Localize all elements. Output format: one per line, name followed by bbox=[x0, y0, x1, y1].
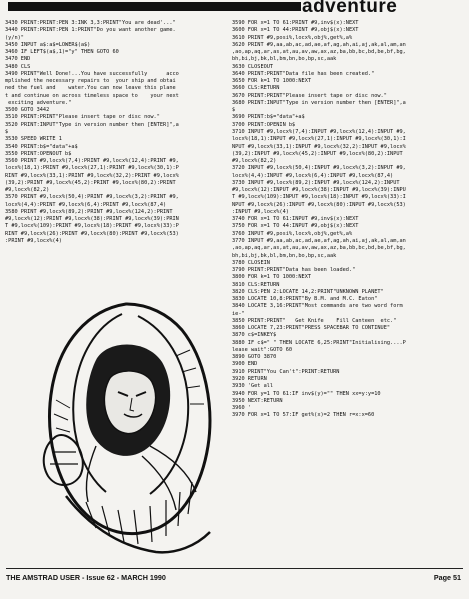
code-listing-left bbox=[5, 20, 246, 304]
code-line: 3970 FOR x=1 TO 57:IF get%(x)=2 THEN r=x:x=60 bbox=[232, 412, 375, 419]
code-line: 3890 GOTO 3870 bbox=[232, 354, 277, 361]
code-line: 3670 PRINT:PRINT"Please insert tape or disc now." bbox=[232, 92, 387, 99]
code-line: 3910 PRINT"You Can't":PRINT:RETURN bbox=[232, 368, 340, 375]
code-line: bh,bi,bj,bk,bl,bm,bn,bo,bp,sc,aak bbox=[232, 252, 337, 259]
code-line: #9,locx%(12):INPUT #9,locx%(38):INPUT #9,locx%(39):INPU bbox=[232, 187, 406, 194]
code-line: 3520 PRINT:INPUT"Type in version number then [ENTER]",a bbox=[5, 121, 179, 128]
code-line: 3540 PRINT:b$="data"+a$ bbox=[5, 143, 78, 150]
code-line: 3860 LOCATE 7,23:PRINT"PRESS SPACEBAR TO CONTINUE" bbox=[232, 325, 391, 332]
code-line: exciting adventure." bbox=[5, 99, 72, 106]
code-line: 3710 INPUT #9,locx%(7,4):INPUT #9,locx%(12,4):INPUT #9, bbox=[232, 128, 406, 135]
code-line: 3920 RETURN bbox=[232, 376, 267, 383]
code-line: 3830 LOCATE 10,8:PRINT"By B.M. and M.C. Eaton" bbox=[232, 296, 378, 303]
code-line: bh,bi,bj,bk,bl,bm,bn,bo,bp,sc,aak bbox=[232, 56, 337, 63]
code-line: 3430 PRINT:PRINT:PEN 3:INK 3,3:PRINT"You are dead'..." bbox=[5, 20, 176, 26]
code-line: mplished the necessary repairs to your ship and obtai bbox=[5, 78, 176, 85]
code-line: NPUT #9,locx%(26):INPUT #9,locx%(80):INPUT #9,locx%(53) bbox=[232, 201, 406, 208]
code-line: 3780 CLOSEIN bbox=[232, 259, 270, 266]
code-line: 3660 CLS:RETURN bbox=[232, 85, 280, 92]
code-line: #9,locx%(12):PRINT #9,locx%(38):PRINT #9,locx%(39):PRIN bbox=[5, 216, 179, 223]
code-line: locx%(4,4):INPUT #9,locx%(6,4):INPUT #9,locx%(87,4) bbox=[232, 172, 394, 179]
code-line: 3620 PRINT #9,aa,ab,ac,ad,ae,af,ag,ah,ai,aj,ak,al,am,an bbox=[232, 41, 406, 48]
code-line: T #9,locx%(109):PRINT #9,locx%(18):PRINT #9,locx%(33):P bbox=[5, 223, 179, 230]
code-line: #9,locx%(82,2) bbox=[5, 187, 50, 194]
code-line: 3480 CLS bbox=[5, 63, 31, 70]
code-line: (39,2):PRINT #9,locx%(45,2):PRINT #9,locx%(80,2):PRINT bbox=[5, 179, 176, 186]
code-line: 3640 PRINT:PRINT"Data file has been created." bbox=[232, 70, 375, 77]
code-line: locx%(18,1):INPUT #9,locx%(27,1):INPUT #9,locx%(30,1):I bbox=[232, 136, 406, 143]
code-line: (y/n)" bbox=[5, 34, 24, 41]
code-line: 3880 IF c$=" " THEN LOCATE 6,25:PRINT"Initialising....P bbox=[232, 339, 406, 346]
code-line: ie-" bbox=[232, 310, 245, 317]
code-line: $ bbox=[232, 107, 236, 114]
code-line: 3440 PRINT:PRINT:PEN 1:PRINT"Do you want another game. bbox=[5, 27, 176, 34]
code-line: 3950 NEXT:RETURN bbox=[232, 397, 283, 404]
code-line: :PRINT #9,locx%(4) bbox=[5, 237, 62, 244]
code-line: 3460 IF LEFT$(a$,1)="y" THEN GOTO 60 bbox=[5, 49, 119, 56]
code-line: RINT #9,locx%(26):PRINT #9,locx%(80):PRINT #9,locx%(53) bbox=[5, 230, 179, 237]
code-line: 3580 PRINT #9,locx%(89,2):PRINT #9,locx%(124,2):PRINT bbox=[5, 208, 173, 215]
code-line: 3810 CLS:RETURN bbox=[232, 281, 280, 288]
header-rule bbox=[8, 2, 301, 11]
code-line: ned the fuel and water.You can now leave this plane bbox=[5, 85, 176, 92]
code-line: 3900 END bbox=[232, 361, 258, 368]
code-line: 3730 INPUT #9,locx%(89,2):INPUT #9,locx%(124,2):INPUT bbox=[232, 179, 400, 186]
code-line: NPUT #9,locx%(33,1):INPUT #9,locx%(32,2):INPUT #9,locx% bbox=[232, 143, 406, 150]
footer-publication: THE AMSTRAD USER - Issue 62 - MARCH 1990 bbox=[6, 573, 166, 582]
code-line: lease wait":GOTO 60 bbox=[232, 346, 293, 353]
code-line: 3940 FOR y=1 TO 61:IF inv$(y)="" THEN xx=y:y=10 bbox=[232, 390, 381, 397]
code-line: 3450 INPUT a$:a$=LOWER$(a$) bbox=[5, 41, 91, 48]
code-line: 3570 PRINT #9,locx%(50,4):PRINT #9,locx%(3,2):PRINT #9, bbox=[5, 194, 179, 201]
code-line: 3720 INPUT #9,locx%(50,4):INPUT #9,locx%(3,2):INPUT #9, bbox=[232, 165, 406, 172]
code-line: ,ao,ap,aq,ar,as,at,au,av,aw,ax,az,ba,bb,bc,bd,be,bf,bg, bbox=[232, 49, 406, 56]
code-line: 3870 c$=INKEY$ bbox=[232, 332, 277, 339]
code-line: 3790 PRINT:PRINT"Data has been loaded." bbox=[232, 267, 356, 274]
code-line: T #9,locx%(109):INPUT #9,locx%(18):INPUT #9,locx%(33):I bbox=[232, 194, 406, 201]
code-line: $ bbox=[5, 128, 9, 135]
code-listing-right bbox=[232, 20, 464, 580]
code-line: :INPUT #9,locx%(4) bbox=[232, 208, 289, 215]
code-line: 3690 PRINT:b$="data"+a$ bbox=[232, 114, 305, 121]
code-line: 3650 FOR k=1 TO 1000:NEXT bbox=[232, 78, 312, 85]
code-line: 3560 PRINT #9,locx%(7,4):PRINT #9,locx%(12,4):PRINT #9, bbox=[5, 158, 179, 165]
code-line: 3680 PRINT:INPUT"Type in version number then [ENTER]",a bbox=[232, 99, 406, 106]
code-line: 3510 PRINT:PRINT"Please insert tape or disc now." bbox=[5, 114, 160, 121]
code-line: RINT #9,locx%(33,1):PRINT #9,locx%(32,2):PRINT #9,locx% bbox=[5, 172, 179, 179]
code-line: 3840 LOCATE 3,16:PRINT"Most commands are two word form bbox=[232, 303, 403, 310]
code-line: 3490 PRINT"Well Done!...You have successfully acco bbox=[5, 70, 179, 77]
code-line: 3930 'Get all bbox=[232, 383, 274, 390]
footer-page-number: Page 51 bbox=[433, 573, 461, 582]
code-line: 3760 INPUT #9,posi%,locx%,obj%,get%,a% bbox=[232, 230, 353, 237]
code-line: 3820 CLS:PEN 2:LOCATE 14,2:PRINT"UNKNOWN PLANET" bbox=[232, 288, 384, 295]
code-line: 3550 PRINT:OPENOUT b$ bbox=[5, 150, 72, 157]
code-line: 3740 FOR x=1 TO 61:INPUT #9,inv$(x):NEXT bbox=[232, 216, 359, 223]
code-line: 3770 INPUT #9,aa,ab,ac,ad,ae,af,ag,ah,ai,aj,ak,al,am,an bbox=[232, 237, 406, 244]
page-title: adventure bbox=[302, 0, 398, 17]
code-line: 3530 SPEED WRITE 1 bbox=[5, 136, 62, 143]
code-line: 3500 GOTO 3442 bbox=[5, 107, 50, 114]
code-line: 3960 ' bbox=[232, 405, 251, 412]
code-line: 3850 PRINT:PRINT" Get Knife Fill Canteen etc." bbox=[232, 317, 397, 324]
code-line: 3800 FOR k=1 TO 1000:NEXT bbox=[232, 274, 312, 281]
code-line: t and continue on across timeless space to your next bbox=[5, 92, 179, 99]
cloaked-figure-illustration bbox=[26, 296, 216, 562]
code-line: 3700 PRINT:OPENIN b$ bbox=[232, 121, 296, 128]
code-line: 3470 END bbox=[5, 56, 31, 63]
code-line: 3590 FOR x=1 TO 61:PRINT #9,inv$(x):NEXT bbox=[232, 20, 359, 26]
code-line: 3600 FOR x=1 TO 44:PRINT #9,obj$(x):NEXT bbox=[232, 27, 359, 34]
code-line: (39,2):INPUT #9,locx%(45,2):INPUT #9,locx%(80,2):INPUT bbox=[232, 150, 403, 157]
code-line: ,ao,ap,aq,ar,as,at,au,av,aw,ax,az,ba,bb,bc,bd,be,bf,bg, bbox=[232, 245, 406, 252]
code-line: 3630 CLOSEOUT bbox=[232, 63, 274, 70]
code-line: 3750 FOR x=1 TO 44:INPUT #9,obj$(x):NEXT bbox=[232, 223, 359, 230]
footer-rule bbox=[6, 568, 463, 569]
code-line: locx%(18,1):PRINT #9,locx%(27,1):PRINT #9,locx%(30,1):P bbox=[5, 165, 179, 172]
code-line: locx%(4,4):PRINT #9,locx%(6,4):PRINT #9,locx%(87,4) bbox=[5, 201, 167, 208]
code-line: #9,locx%(82,2) bbox=[232, 158, 277, 165]
code-line: 3610 PRINT #9,posi%,locx%,obj%,get%,a% bbox=[232, 34, 353, 41]
